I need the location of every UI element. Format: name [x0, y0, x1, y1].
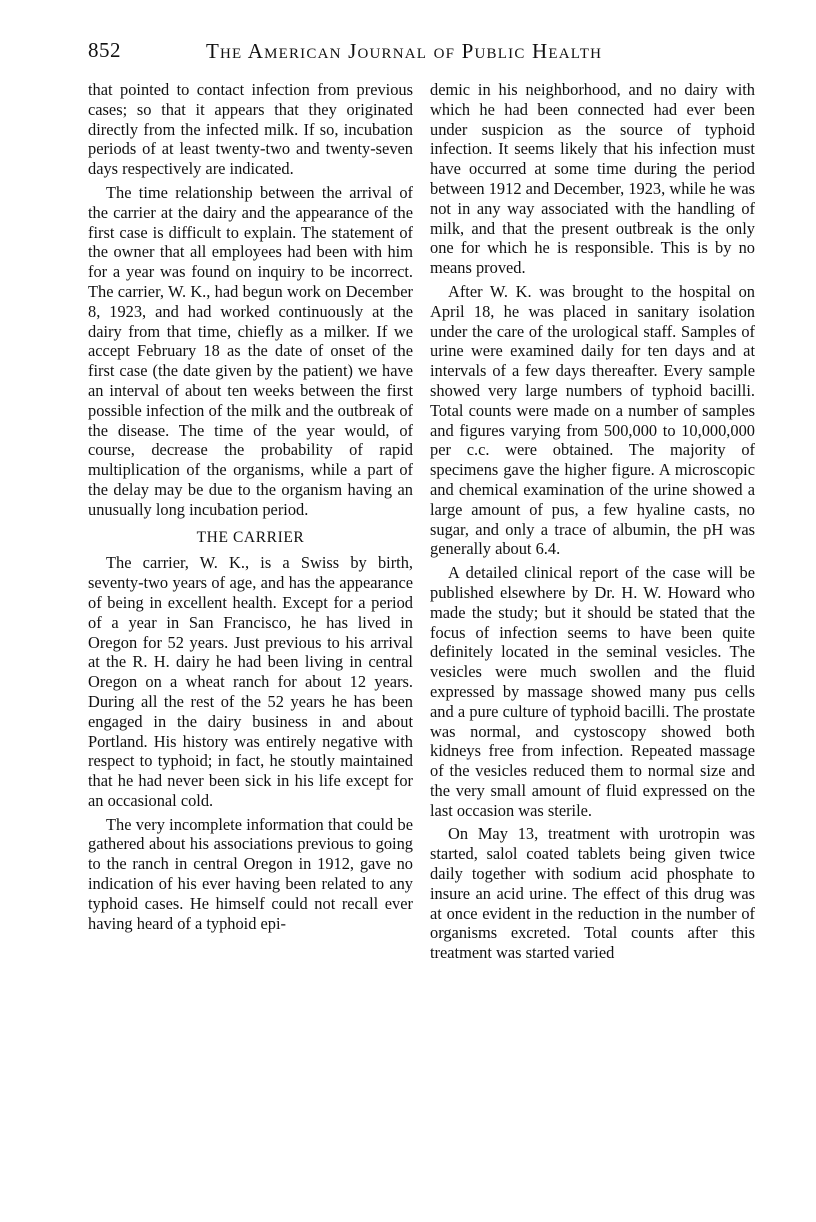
body-paragraph: demic in his neighborhood, and no dairy with which he had been connected had ever been under suspicion as the source of typhoid infection. It seems likely that his infection must have occurred at some time during the period between 1912 and December, 1923, while he was not in any way associated with the handling of milk, and that the present outbreak is the only one for which he is responsible. This is by no means proved. — [430, 80, 755, 278]
body-paragraph: The very incomplete information that could be gathered about his associations previous to going to the ranch in central Oregon in 1912, gave no indication of his ever having been related to any typhoid cases. He himself could not recall ever having heard of a typhoid epi- — [88, 814, 413, 933]
left-column — [88, 80, 413, 933]
page-header — [88, 38, 758, 68]
body-paragraph: The time relationship between the arrival of the carrier at the dairy and the appearance of the first case is difficult to explain. The statement of the owner that all employees had been with him for a year was found on inquiry to be incorrect. The carrier, W. K., had begun work on December 8, 1923, and had worked continuously at the dairy from that time, chiefly as a milker. If we accept February 18 as the date of onset of the first case (the date given by the patient) we have an interval of about ten weeks between the first possible infection of the milk and the outbreak of the disease. The time of the year would, of course, decrease the probability of rapid multiplication of the organisms, while a part of the delay may be due to the organism having an unusually long incubation period. — [88, 182, 413, 519]
page-number: 852 — [88, 38, 121, 62]
body-paragraph: On May 13, treatment with urotropin was started, salol coated tablets being given twice daily together with sodium acid phosphate to insure an acid urine. The effect of this drug was at once evident in the reduction in the number of organisms excreted. Total counts after this treatment was started varied — [430, 824, 755, 963]
right-column — [430, 80, 755, 963]
section-heading: THE CARRIER — [196, 528, 305, 546]
body-paragraph: that pointed to contact infection from previous cases; so that it appears that they originated directly from the infected milk. If so, incubation periods of at least twenty-two and twenty-seven days respectively are indicated. — [88, 80, 413, 179]
body-paragraph: A detailed clinical report of the case will be published elsewhere by Dr. H. W. Howard who made the study; but it should be stated that the focus of infection seems to have been quite definitely located in the seminal vesicles. The vesicles were much swollen and the fluid expressed by massage showed many pus cells and a pure culture of typhoid bacilli. The prostate was normal, and cystoscopy showed both kidneys free from infection. Repeated massage of the vesicles reduced them to normal size and the very small amount of fluid expressed on the last occasion was sterile. — [430, 563, 755, 820]
body-paragraph: After W. K. was brought to the hospital on April 18, he was placed in sanitary isolation under the care of the urological staff. Samples of urine were examined daily for ten days and at intervals of a few days thereafter. Every sample showed very large numbers of typhoid bacilli. Total counts were made on a number of samples and figures varying from 500,000 to 10,000,000 per c.c. were obtained. The majority of specimens gave the higher figure. A microscopic and chemical examination of the urine showed a large amount of pus, a few hyaline casts, no sugar, and only a trace of albumin, the pH was generally about 6.4. — [430, 281, 755, 559]
journal-title: The American Journal of Public Health — [206, 39, 603, 63]
body-paragraph: The carrier, W. K., is a Swiss by birth, seventy-two years of age, and has the appearance of being in excellent health. Except for a period of a year in San Francisco, he has lived in Oregon for 52 years. Just previous to his arrival at the R. H. dairy he had been living in central Oregon on a wheat ranch for about 12 years. During all the rest of the 52 years he has been engaged in the dairy business in and about Portland. His history was entirely negative with respect to typhoid; in fact, he stoutly maintained that he had never been sick in his life except for an occasional cold. — [88, 553, 413, 810]
